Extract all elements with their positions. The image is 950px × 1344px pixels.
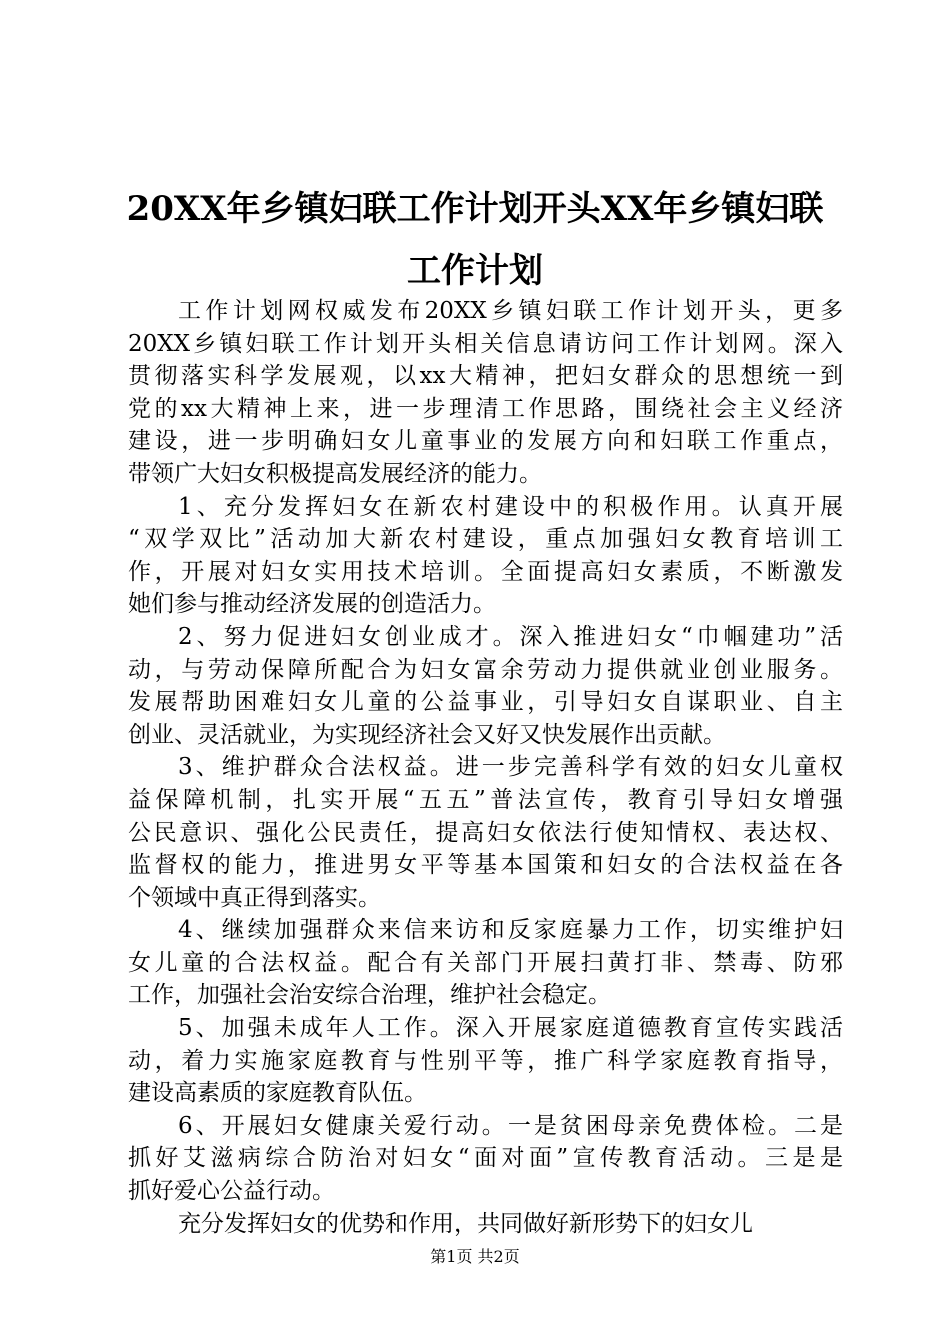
body-line: 动，与劳动保障所配合为妇女富余劳动力提供就业创业服务。 <box>128 656 843 683</box>
body-line: 益保障机制，扎实开展“五五”普法宣传，教育引导妇女增强 <box>128 786 843 813</box>
body-line: 1、充分发挥妇女在新农村建设中的积极作用。认真开展 <box>178 493 843 520</box>
body-line: 女儿童的合法权益。配合有关部门开展扫黄打非、禁毒、防邪 <box>128 949 843 976</box>
body-line: 2、努力促进妇女创业成才。深入推进妇女“巾帼建功”活 <box>178 623 843 650</box>
document-body <box>128 295 843 1240</box>
body-line: 作，开展对妇女实用技术培训。全面提高妇女素质，不断激发 <box>128 558 843 585</box>
body-line: 抓好爱心公益行动。 <box>128 1178 335 1205</box>
body-line: 带领广大妇女积极提高发展经济的能力。 <box>128 460 542 487</box>
body-line: 建设，进一步明确妇女儿童事业的发展方向和妇联工作重点， <box>128 428 843 455</box>
title-line-2: 工作计划 <box>407 251 543 291</box>
body-line: 抓好艾滋病综合防治对妇女“面对面”宣传教育活动。三是是 <box>128 1145 843 1172</box>
body-line: 3、维护群众合法权益。进一步完善科学有效的妇女儿童权 <box>178 754 843 781</box>
body-line: 监督权的能力，推进男女平等基本国策和妇女的合法权益在各 <box>128 852 843 879</box>
body-line: 她们参与推动经济发展的创造活力。 <box>128 591 496 618</box>
body-line: 发展帮助困难妇女儿童的公益事业，引导妇女自谋职业、自主 <box>128 689 843 716</box>
body-line: 5、加强未成年人工作。深入开展家庭道德教育宣传实践活 <box>178 1015 843 1042</box>
body-line: 工作，加强社会治安综合治理，维护社会稳定。 <box>128 982 611 1009</box>
body-line: 4、继续加强群众来信来访和反家庭暴力工作，切实维护妇 <box>178 917 843 944</box>
body-line: 个领域中真正得到落实。 <box>128 884 381 911</box>
page-footer: 第1页 共2页 <box>430 1247 520 1266</box>
body-line: 6、开展妇女健康关爱行动。一是贫困母亲免费体检。二是 <box>178 1112 843 1139</box>
body-line: 创业、灵活就业，为实现经济社会又好又快发展作出贡献。 <box>128 721 726 748</box>
body-line: 贯彻落实科学发展观，以xx大精神，把妇女群众的思想统一到 <box>128 363 843 390</box>
title-line-1: 20XX年乡镇妇联工作计划开头XX年乡镇妇联 <box>126 189 824 229</box>
body-line: 工作计划网权威发布20XX乡镇妇联工作计划开头，更多 <box>178 298 843 324</box>
body-line: 建设高素质的家庭教育队伍。 <box>128 1080 427 1107</box>
document-title <box>100 178 850 302</box>
body-line: 党的xx大精神上来，进一步理清工作思路，围绕社会主义经济 <box>128 395 843 422</box>
body-line: 动，着力实施家庭教育与性别平等，推广科学家庭教育指导， <box>128 1047 843 1074</box>
body-line: “双学双比”活动加大新农村建设，重点加强妇女教育培训工 <box>128 526 843 553</box>
body-line: 公民意识、强化公民责任，提高妇女依法行使知情权、表达权、 <box>128 819 843 846</box>
body-line: 充分发挥妇女的优势和作用，共同做好新形势下的妇女儿 <box>178 1210 753 1237</box>
body-line: 20XX乡镇妇联工作计划开头相关信息请访问工作计划网。深入 <box>128 330 843 357</box>
